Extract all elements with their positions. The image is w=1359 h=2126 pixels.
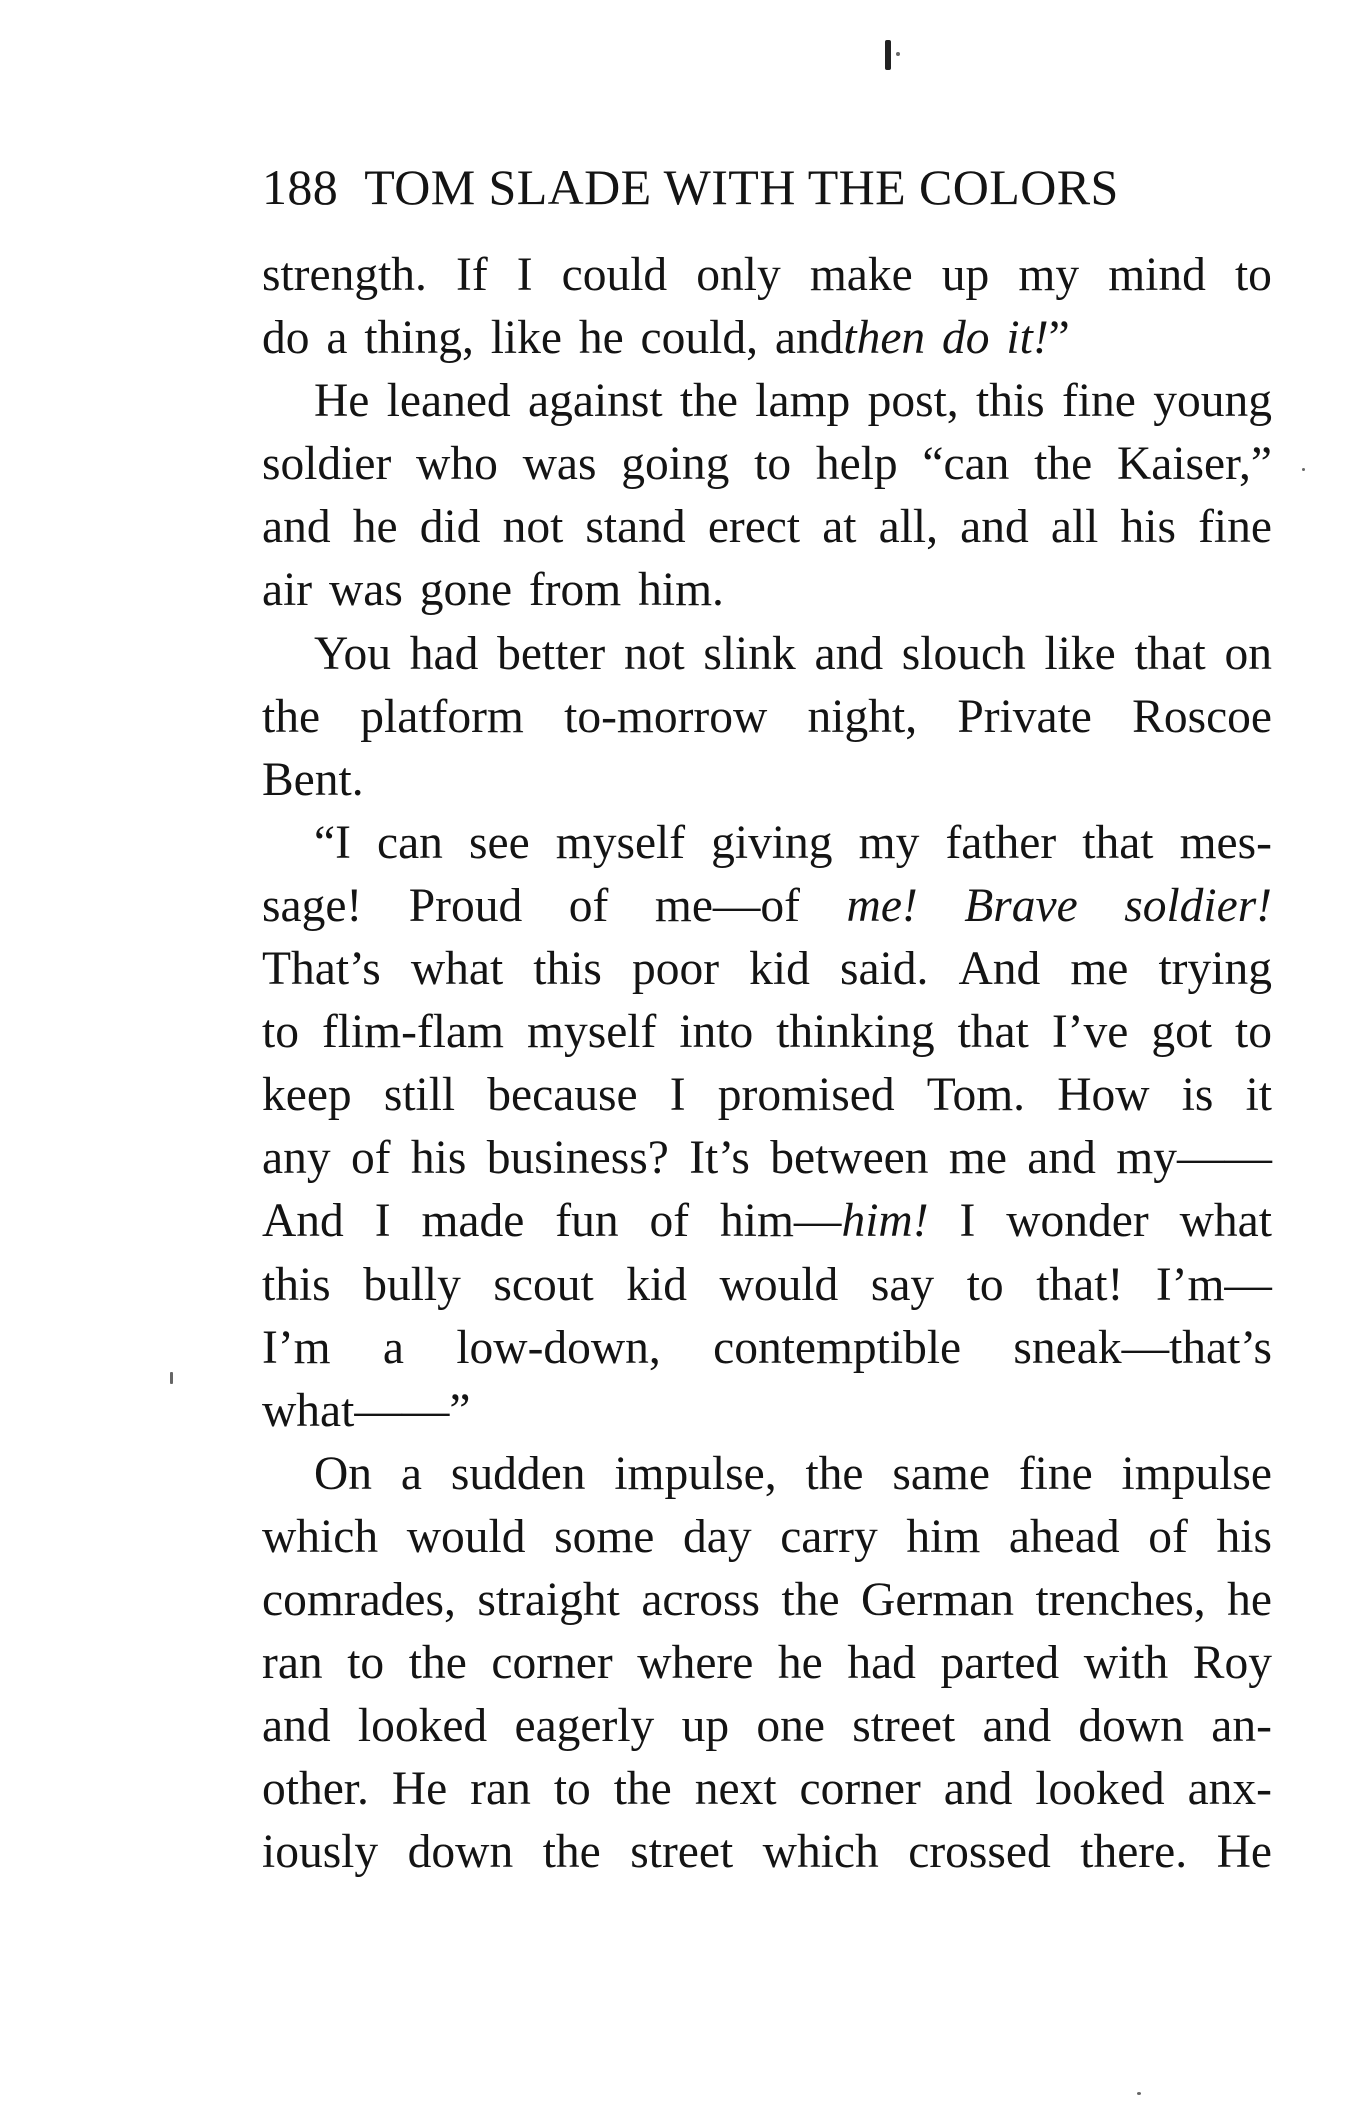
text-line: the platform to-morrow night, Private Roscoe [262,690,1272,743]
text-line: ran to the corner where he had parted with Roy [262,1637,1272,1690]
scan-speck [1302,468,1305,471]
text-line: You had better not slink and slouch like that on [314,627,1272,680]
text-line: which would some day carry him ahead of his [262,1510,1272,1563]
text-line: iously down the street which crossed there. He [262,1826,1272,1879]
running-header [262,157,1262,217]
text-line: what——” [262,1384,471,1437]
scan-speck [896,52,900,56]
text-line: On a sudden impulse, the same fine impulse [314,1447,1272,1500]
body-text [262,244,1272,1884]
scan-speck [170,1372,173,1384]
text-line: other. He ran to the next corner and looked anx- [262,1763,1272,1816]
text-line: I’m a low-down, contemptible sneak—that’s [262,1321,1272,1374]
text-line: air was gone from him. [262,564,724,617]
text-line: “I can see myself giving my father that mes- [314,816,1272,869]
text-line: any of his business? It’s between me and my—— [262,1132,1272,1185]
scan-mark [885,40,891,70]
text-line: And I made fun of him—him! I wonder what [262,1195,1272,1248]
text-line: That’s what this poor kid said. And me trying [262,943,1272,996]
text-line: sage! Proud of me—of me! Brave soldier! [262,879,1272,932]
page-number: 188 [262,159,339,215]
text-line: Bent. [262,753,364,806]
text-line: comrades, straight across the German trenches, he [262,1573,1272,1626]
text-line: and he did not stand erect at all, and all his fine [262,501,1272,554]
text-line: and looked eagerly up one street and down an- [262,1700,1272,1753]
running-title: TOM SLADE WITH THE COLORS [364,159,1119,215]
text-line: strength. If I could only make up my mind to [262,249,1272,301]
scan-speck [1137,2092,1141,2095]
text-line: soldier who was going to help “can the Kaiser,” [262,438,1272,491]
text-line: this bully scout kid would say to that! I’m— [262,1258,1272,1311]
text-line: do a thing, like he could, and then do it! ” [262,312,1070,365]
text-line: He leaned against the lamp post, this fine young [314,375,1272,428]
text-line: keep still because I promised Tom. How is it [262,1069,1272,1122]
text-line: to flim-flam myself into thinking that I’ve got to [262,1006,1272,1059]
